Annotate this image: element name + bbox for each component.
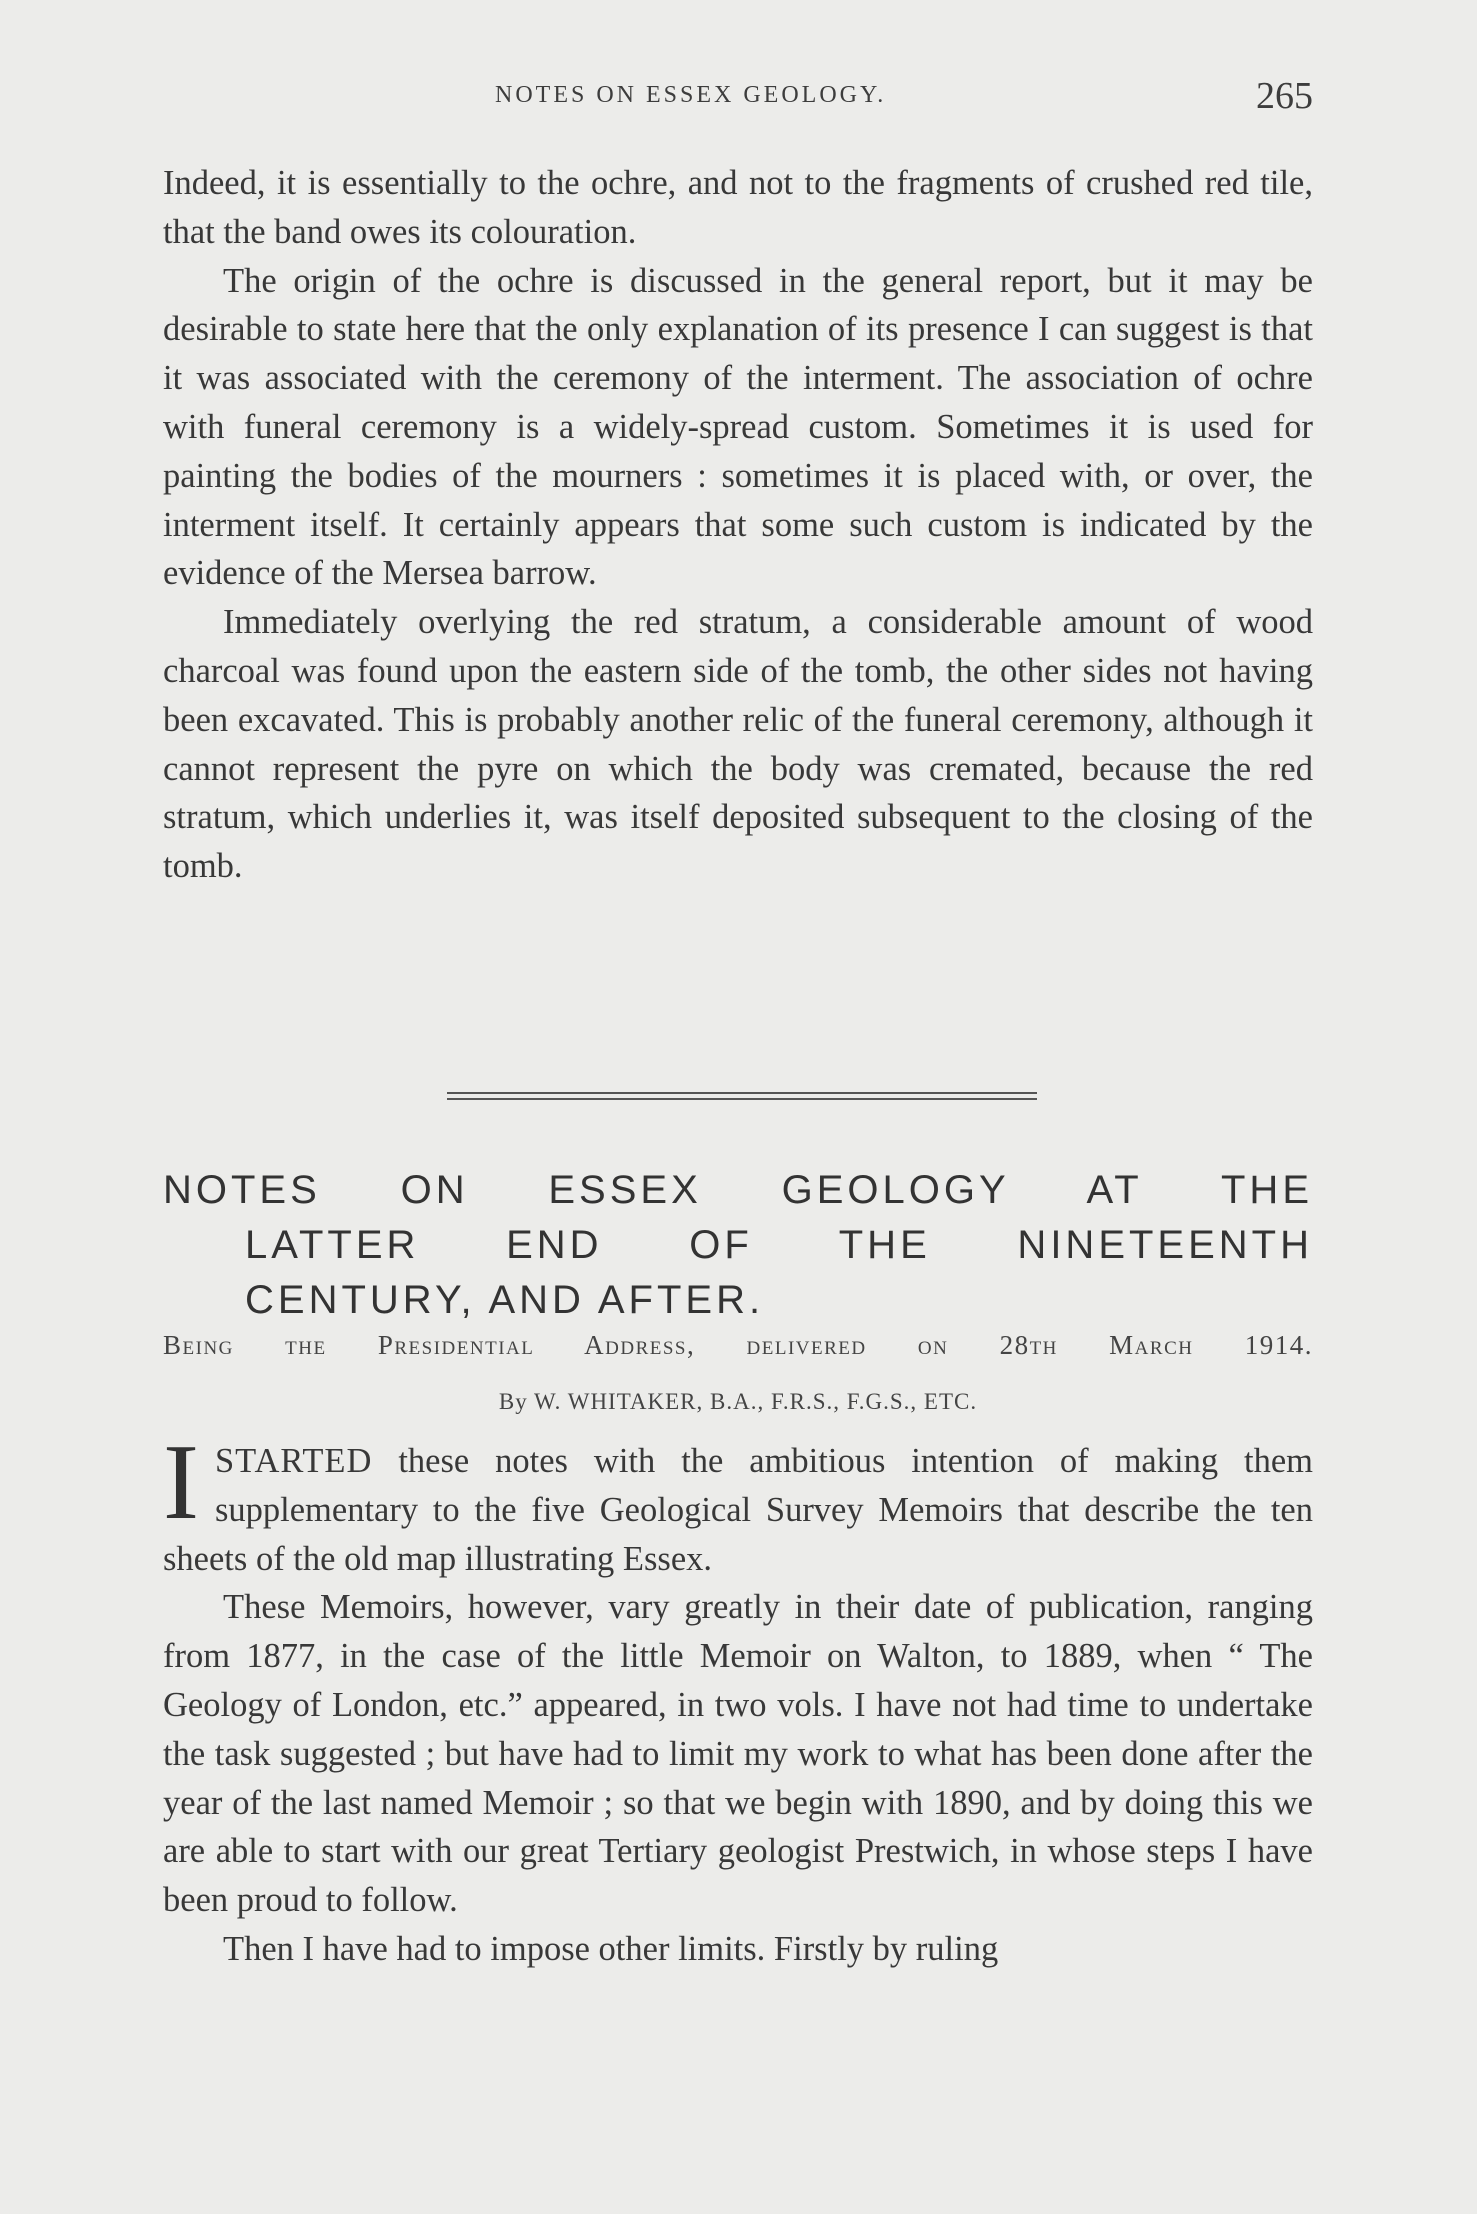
previous-article-text <box>163 159 1313 891</box>
paragraph-text: these notes with the ambitious intention of making them supplementary to the five Geological Survey Memoirs that describe the ten sheets of the old map illustrating Essex. <box>163 1442 1313 1578</box>
article-body <box>163 1423 1313 1974</box>
paragraph <box>163 1423 1313 1583</box>
article-title <box>163 1163 1313 1328</box>
paragraph: Immediately overlying the red stratum, a considerable amount of wood charcoal was found upon the eastern side of the tomb, the other sides not having been excavated. This is probably another relic of the funeral ceremony, although it cannot represent the pyre on which the body was cremated, because the red stratum, which underlies it, was itself deposited subsequent to the closing of the tomb. <box>163 603 1313 886</box>
paragraph: Then I have had to impose other limits. Firstly by ruling <box>223 1929 999 1968</box>
divider-rule <box>447 1098 1037 1100</box>
drop-cap: I <box>163 1423 199 1542</box>
article-title-line: CENTURY, AND AFTER. <box>245 1278 765 1322</box>
article-subtitle: Being the Presidential Address, delivered on 28th March 1914. <box>163 1330 1313 1360</box>
divider-rule <box>447 1092 1037 1094</box>
paragraph: Indeed, it is essentially to the ochre, and not to the fragments of crushed red tile, that the band owes its colouration. <box>163 164 1313 251</box>
article-byline: By W. WHITAKER, B.A., F.R.S., F.G.S., ETC. <box>498 1389 978 1414</box>
article-title-line: NOTES ON ESSEX GEOLOGY AT THE <box>163 1168 1313 1212</box>
paragraph: These Memoirs, however, vary greatly in their date of publication, ranging from 1877, in the case of the little Memoir on Walton, to 1889, when “ The Geology of London, etc.” appeared, in two vols. I have not had time to undertake the task suggested ; but have had to limit my work to what has been done after the year of the last named Memoir ; so that we begin with 1890, and by doing this we are able to start with our great Tertiary geologist Prestwich, in whose steps I have been proud to follow. <box>163 1588 1313 1920</box>
lead-word: STARTED <box>214 1442 373 1480</box>
section-divider <box>447 1090 1037 1102</box>
running-head <box>163 74 1313 124</box>
page-number: 265 <box>1256 75 1313 117</box>
running-title: NOTES ON ESSEX GEOLOGY. <box>495 82 887 108</box>
paragraph: The origin of the ochre is discussed in the general report, but it may be desirable to state here that the only explanation of its presence I can suggest is that it was associated with the ceremony of the interment. The association of ochre with funeral ceremony is a widely-spread custom. Sometimes it is used for painting the bodies of the mourners : sometimes it is placed with, or over, the interment itself. It certainly appears that some such custom is indicated by the evidence of the Mersea barrow. <box>163 261 1313 593</box>
article-title-line: LATTER END OF THE NINETEENTH <box>245 1223 1313 1267</box>
